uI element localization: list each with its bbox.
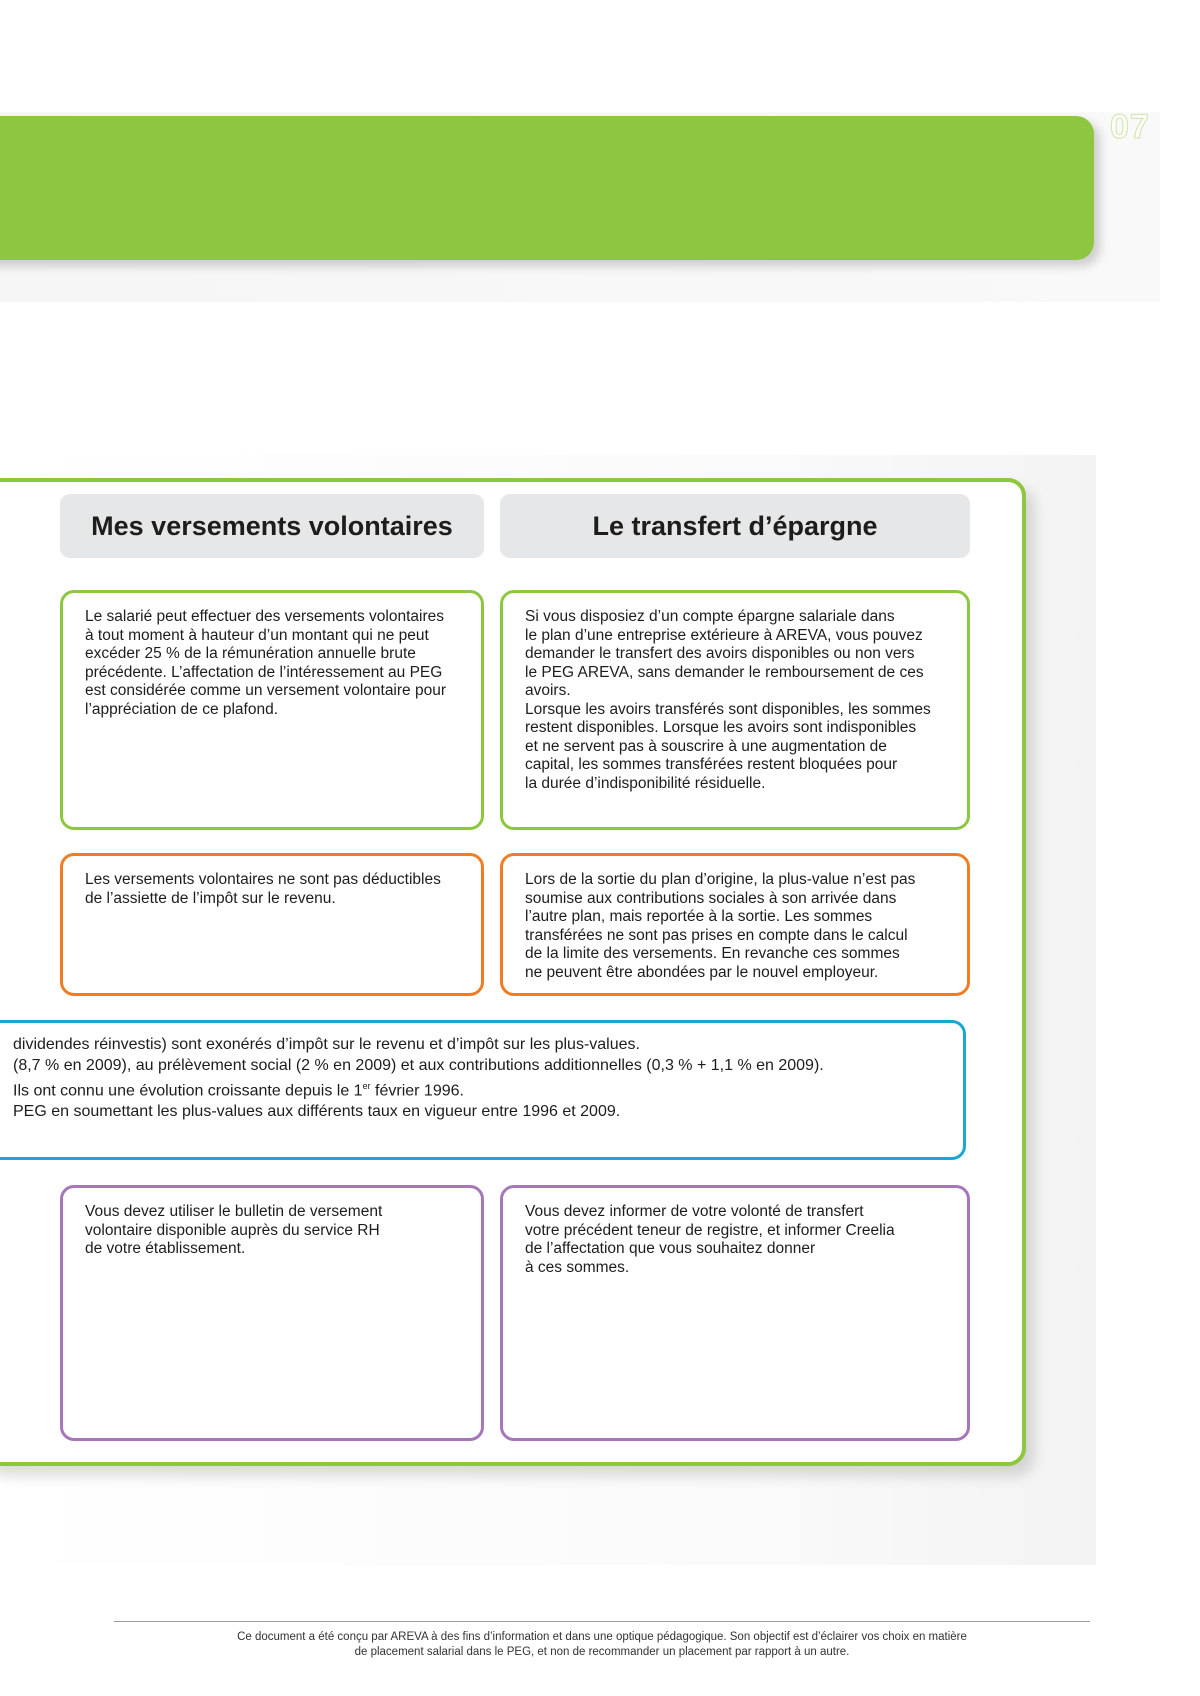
text-line: Les versements volontaires ne sont pas déductibles [85, 871, 441, 888]
text-line: l’appréciation de ce plafond. [85, 700, 279, 718]
text-line: le PEG AREVA, sans demander le remboursement de ces [525, 663, 924, 681]
text-fragment: février 1996. [370, 1082, 464, 1100]
text-line: Vous devez utiliser le bulletin de versement [85, 1203, 383, 1220]
page-number: 07 [1110, 108, 1150, 146]
text-line: le plan d’une entreprise extérieure à AREVA, vous pouvez [525, 626, 923, 644]
transfert-conditions-box [500, 590, 970, 830]
versements-howto-box [60, 1185, 484, 1441]
text-line: avoirs. [525, 682, 571, 699]
text-line: Le salarié peut effectuer des versements volontaires [85, 608, 444, 625]
transfert-howto-box [500, 1185, 970, 1441]
text-line: PEG en soumettant les plus-values aux différents taux en vigueur entre 1996 et 2009. [13, 1102, 621, 1120]
text-line: précédente. L’affectation de l’intéressement au PEG [85, 663, 443, 681]
text-line: l’autre plan, mais reportée à la sortie. Les sommes [525, 908, 873, 925]
text-line: Lors de la sortie du plan d’origine, la plus-value n’est pas [525, 871, 916, 888]
text-line: votre précédent teneur de registre, et informer Creelia [525, 1221, 895, 1239]
text-fragment: Ils ont connu une évolution croissante depuis le 1 [13, 1082, 363, 1100]
versements-fiscal-box [60, 853, 484, 996]
text-line: excéder 25 % de la rémunération annuelle brute [85, 645, 416, 662]
footer-line: de placement salarial dans le PEG, et non de recommander un placement par rapport à un autre. [354, 1646, 850, 1658]
text-line: de l’affectation que vous souhaitez donner [525, 1240, 816, 1257]
section-banner [0, 116, 1094, 260]
text-line: (8,7 % en 2009), au prélèvement social (2 % en 2009) et aux contributions additionnelles (0,3 % + 1,1 % en 2009). [13, 1056, 824, 1074]
common-fiscal-box [0, 1020, 966, 1160]
text-line: Vous devez informer de votre volonté de transfert [525, 1203, 864, 1220]
text-line: de l’assiette de l’impôt sur le revenu. [85, 889, 336, 907]
ordinal-superscript: er [362, 1081, 371, 1091]
text-line: soumise aux contributions sociales à son arrivée dans [525, 889, 897, 907]
text-line: volontaire disponible auprès du service RH [85, 1221, 380, 1239]
text-line: à tout moment à hauteur d’un montant qui ne peut [85, 626, 429, 644]
footer-line: Ce document a été conçu par AREVA à des fins d’information et dans une optique pédagogique. Son objectif est d’éclairer vos choix en matière [237, 1631, 967, 1643]
text-line: est considérée comme un versement volontaire pour [85, 682, 446, 699]
transfert-fiscal-box [500, 853, 970, 996]
text-line: Si vous disposiez d’un compte épargne salariale dans [525, 608, 895, 625]
text-line: capital, les sommes transférées restent bloquées pour [525, 756, 898, 773]
text-line: de votre établissement. [85, 1240, 246, 1257]
text-line: demander le transfert des avoirs disponibles ou non vers [525, 645, 915, 662]
text-line: la durée d’indisponibilité résiduelle. [525, 774, 766, 792]
text-line: Lorsque les avoirs transférés sont disponibles, les sommes [525, 700, 931, 718]
text-line: dividendes réinvestis) sont exonérés d’impôt sur le revenu et d’impôt sur les plus-values. [13, 1036, 640, 1053]
text-line: de la limite des versements. En revanche ces sommes [525, 945, 900, 962]
text-line: ne peuvent être abondées par le nouvel employeur. [525, 963, 879, 981]
text-line: restent disponibles. Lorsque les avoirs sont indisponibles [525, 719, 917, 736]
text-line: transférées ne sont pas prises en compte dans le calcul [525, 926, 908, 944]
versements-conditions-box [60, 590, 484, 830]
footer-divider [114, 1621, 1090, 1622]
text-line [13, 1076, 963, 1102]
text-line: à ces sommes. [525, 1258, 630, 1276]
column-title-transfert: Le transfert d’épargne [500, 494, 970, 558]
footer-disclaimer [114, 1630, 1090, 1660]
text-line: et ne servent pas à souscrire à une augmentation de [525, 737, 887, 755]
column-title-versements: Mes versements volontaires [60, 494, 484, 558]
